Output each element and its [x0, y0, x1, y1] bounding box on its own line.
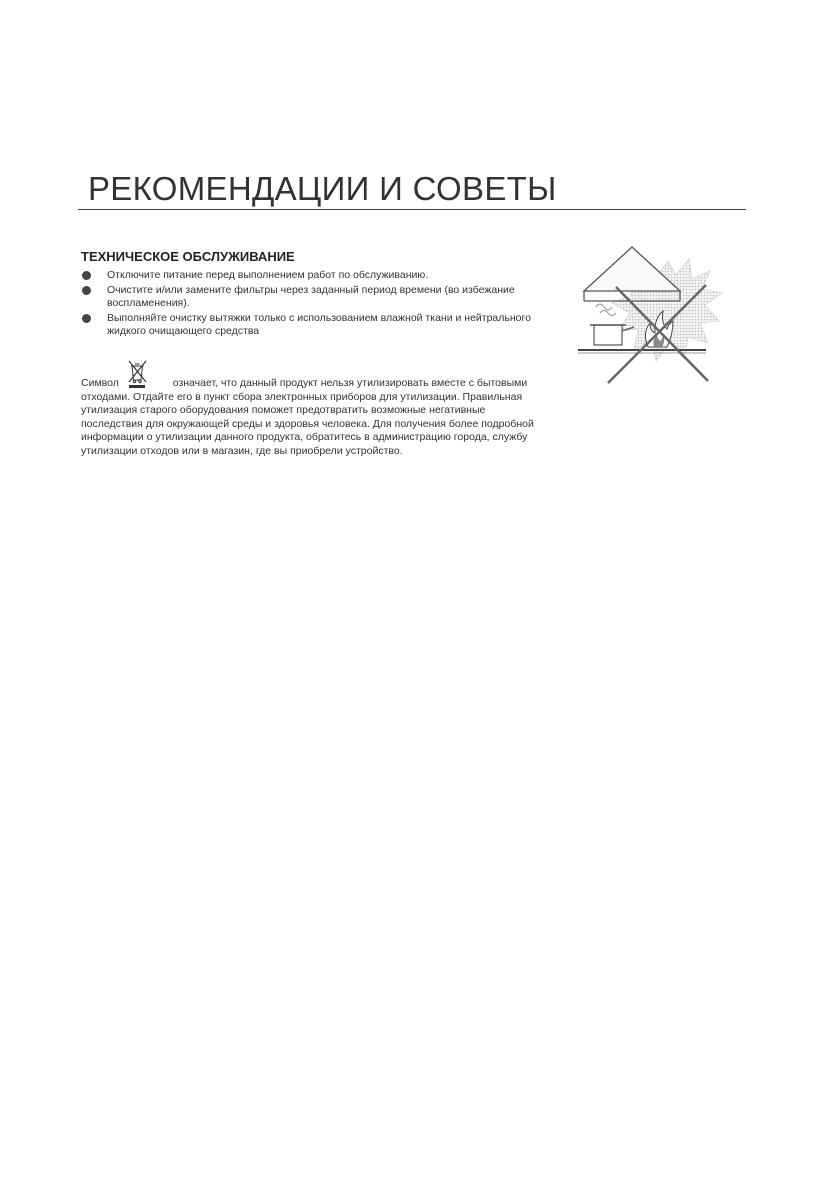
- disposal-text: означает, что данный продукт нельзя утилизировать вместе с бытовыми отходами. Отдайте его в пункт сбора электронных приборов для утилизации. Правильная утилизация старого оборудования поможет предотвратить возможные негативные последствия для окружающей среды и здоровья человека. Для получения более подробной информации о утилизации данного продукта, обратитесь в администрацию города, службу утилизации отходов или в магазин, где вы приобрели устройство.: [81, 377, 534, 457]
- section-heading-maintenance: ТЕХНИЧЕСКОЕ ОБСЛУЖИВАНИЕ: [81, 249, 295, 264]
- bullet-dot-icon: [82, 286, 91, 295]
- disposal-paragraph: [81, 377, 546, 458]
- title-divider: [78, 209, 746, 210]
- list-item-text: Очистите и/или замените фильтры через заданный период времени (во избежание воспламенения).: [107, 283, 515, 309]
- no-flambe-under-hood-icon: [556, 243, 726, 388]
- page-title: РЕКОМЕНДАЦИИ И СОВЕТЫ: [88, 170, 557, 207]
- list-item: [81, 284, 546, 311]
- maintenance-list: [81, 269, 546, 340]
- list-item: [81, 269, 546, 283]
- list-item-text: Выполняйте очистку вытяжки только с использованием влажной ткани и нейтрального жидкого очищающего средства: [107, 311, 531, 337]
- bullet-dot-icon: [82, 314, 91, 323]
- symbol-word: Символ: [81, 377, 119, 389]
- list-item: [81, 312, 546, 339]
- list-item-text: Отключите питание перед выполнением работ по обслуживанию.: [107, 269, 429, 281]
- bullet-dot-icon: [82, 271, 91, 280]
